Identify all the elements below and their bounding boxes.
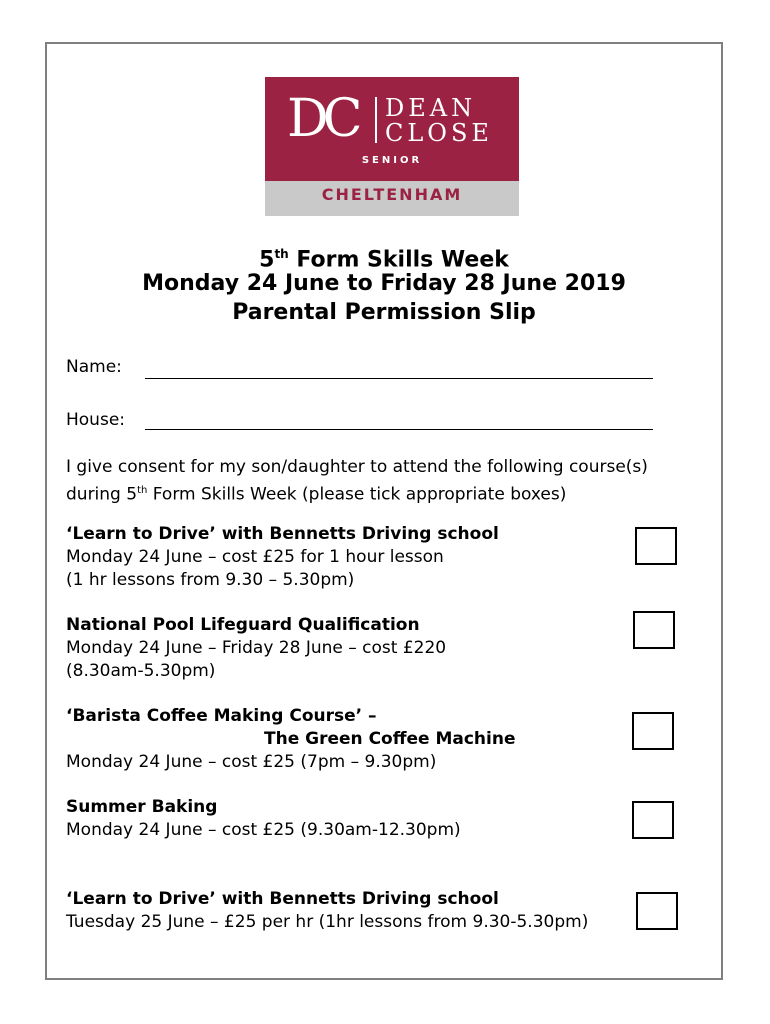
title-dates: Monday 24 June to Friday 28 June 2019 [142,271,626,296]
logo-name-line1: DEAN [385,94,477,122]
name-field[interactable] [145,378,653,379]
house-field[interactable] [145,429,653,430]
name-label: Name: [66,357,122,377]
house-label: House: [66,410,126,430]
logo-tagline: SENIOR [361,155,423,166]
consent-statement: I give consent for my son/daughter to attend the following course(s) during 5th Form Skills Week (please tick appropriate boxes) [66,457,648,505]
course-lifeguard: National Pool Lifeguard Qualification Monday 24 June – Friday 28 June – cost £220 (8.30am-5.30pm) [66,615,447,681]
checkbox-barista[interactable] [632,712,674,750]
course-learn-to-drive-tuesday: ‘Learn to Drive’ with Bennetts Driving school Tuesday 25 June – £25 per hr (1hr lessons from 9.30-5.30pm) [66,889,589,932]
logo-monogram: DC [287,89,357,149]
title-permission-slip: Parental Permission Slip [232,300,536,325]
checkbox-summer-baking[interactable] [632,801,674,839]
course-summer-baking: Summer Baking Monday 24 June – cost £25 (9.30am-12.30pm) [66,797,461,840]
logo-divider [375,97,377,143]
logo-name-line2: CLOSE [385,119,493,147]
title-skills-week: 5th Form Skills Week [259,247,509,273]
checkbox-learn-to-drive-tuesday[interactable] [636,892,678,930]
checkbox-learn-to-drive-monday[interactable] [635,527,677,565]
course-barista: ‘Barista Coffee Making Course’ – The Green Coffee Machine Monday 24 June – cost £25 (7pm – 9.30pm) [66,706,516,772]
logo-location: CHELTENHAM [321,185,463,204]
checkbox-lifeguard[interactable] [633,611,675,649]
course-learn-to-drive-monday: ‘Learn to Drive’ with Bennetts Driving school Monday 24 June – cost £25 for 1 hour lesson (1 hr lessons from 9.30 – 5.30pm) [66,524,499,590]
school-logo [265,77,519,216]
